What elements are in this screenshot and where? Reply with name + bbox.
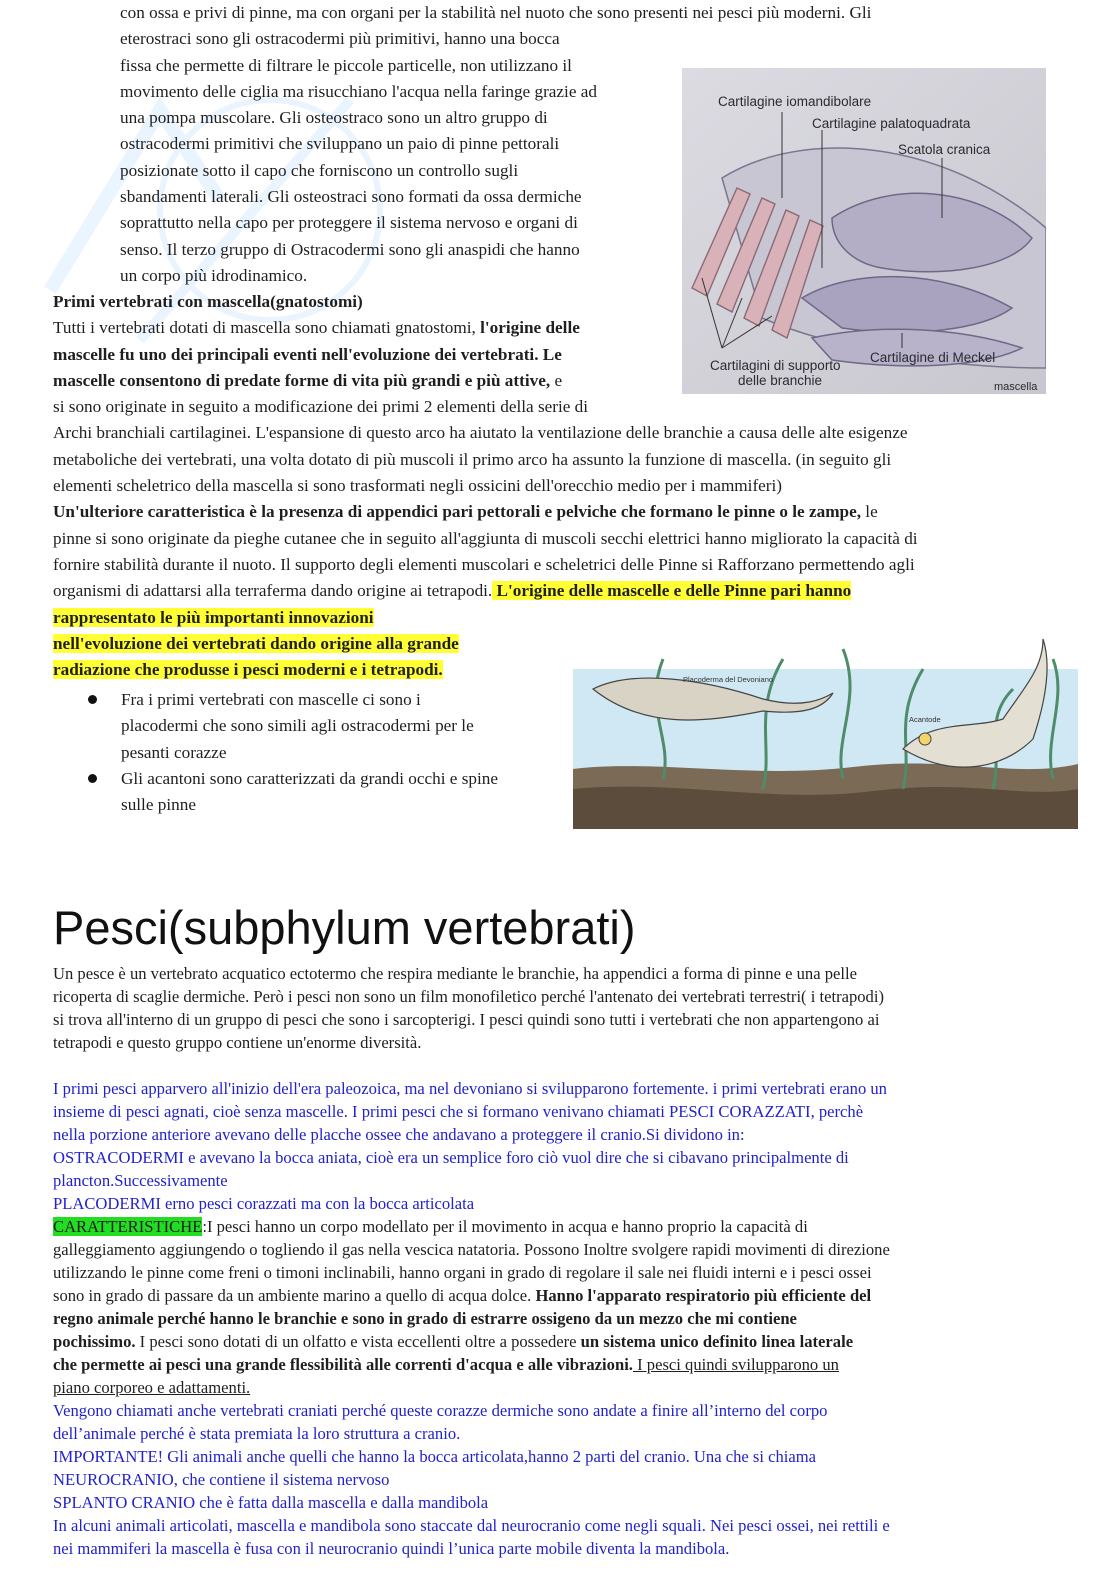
bullet-icon [88,695,97,704]
text-line: sulle pinne [121,795,196,815]
cartilage-skull-figure [682,68,1046,394]
text-line: si sono originate in seguito a modificazione dei primi 2 elementi della serie di [53,397,589,417]
text-line: un corpo più idrodinamico. [120,265,308,285]
text-line: senso. Il terzo gruppo di Ostracodermi sono gli anaspidi che hanno [120,239,580,259]
label-mascella: mascella [994,381,1038,393]
text-line: una pompa muscolare. Gli osteostraco sono un altro gruppo di [120,108,548,128]
text-line: soprattutto nella capo per proteggere il sistema nervoso e organi di [120,213,578,233]
highlight-line: nell'evoluzione dei vertebrati dando origine alla grande [53,633,459,653]
text-line: fissa che permette di filtrare le piccole particelle, non utilizzano il [120,55,572,75]
text-line: plancton.Successivamente [53,1171,228,1190]
text-line: IMPORTANTE! Gli animali anche quelli che hanno la bocca articolata,hanno 2 parti del cranio. Una che si chiama [53,1447,817,1466]
text-line: ostracodermi primitivi che sviluppano un paio di pinne pettorali [120,134,560,154]
text-line [53,1215,1063,1238]
text-line: insieme di pesci agnati, cioè senza mascelle. I primi pesci che si formano venivano chiamati PESCI CORAZZATI, perchè [53,1102,864,1121]
fishes-illustration [573,629,1078,829]
bullet-icon [88,774,97,783]
list-item [53,766,573,819]
text-line: Vengono chiamati anche vertebrati craniati perché queste corazze dermiche sono andate a finire all’interno del corpo [53,1401,828,1420]
section-title-pesci: Pesci(subphylum vertebrati) [53,901,636,954]
label-palatoquadrata: Cartilagine palatoquadrata [812,116,971,131]
bold-span: un sistema unico definito linea laterale [580,1332,854,1351]
text-line: fornire stabilità durante il nuoto. Il supporto degli elementi muscolari e scheletrici delle Pinne si Rafforzano permettendo agli [53,554,915,574]
text-line [53,578,1053,604]
text-line: movimento delle ciglia ma risucchiano l'acqua nella faringe grazie ad [120,81,597,101]
bold-span: l'origine delle [480,318,580,338]
text-line: pesanti corazze [121,742,227,762]
text-line [53,1330,1063,1353]
text-line: In alcuni animali articolati, mascella e mandibola sono staccate dal neurocranio come negli squali. Nei pesci ossei, nei rettili e [53,1516,890,1535]
label-scatola-cranica: Scatola cranica [898,142,991,157]
list-item [53,687,573,766]
highlight-line: rappresentato le più importanti innovazioni [53,607,374,627]
label-meckel: Cartilagine di Meckel [870,350,996,365]
text-line: sbandamenti laterali. Gli osteostraci sono formati da ossa dermiche [120,187,582,207]
text-line: Gli acantoni sono caratterizzati da grandi occhi e spine [121,768,499,788]
text-line: I primi pesci apparvero all'inizio dell'era paleozoica, ma nel devoniano si svilupparono fortemente. i primi vertebrati erano un [53,1079,887,1098]
text-line: nella porzione anteriore avevano delle placche ossee che andavano a proteggere il cranio.Si dividono in: [53,1125,745,1144]
text-span: I pesci sono dotati di un olfatto e vista eccellenti oltre a possedere [135,1332,581,1351]
highlight-line: radiazione che produsse i pesci moderni e i tetrapodi. [53,660,443,680]
text-line: nei mammiferi la mascella è fusa con il neurocranio quindi l’unica parte mobile diventa la mandibola. [53,1539,730,1558]
bold-span: pochissimo. [53,1332,136,1351]
text-line: ricoperta di scaglie dermiche. Però i pesci non sono un film monofiletico perché l'antenato dei vertebrati terrestri( i tetrapodi) [53,987,884,1006]
bullet-list [53,687,573,818]
underline-span: I pesci quindi svilupparono un [632,1355,839,1374]
label-placoderma: Placoderma del Devoniano [683,675,774,684]
label-supporto-branchie-2: delle branchie [738,373,823,388]
section-heading-gnatostomi: Primi vertebrati con mascella(gnatostomi) [53,292,363,311]
text-line: utilizzando le pinne come freni o timoni inclinabili, hanno organi in grado di regolare il sale nei fluidi interni e i pesci ossei [53,1263,872,1282]
text-line: eterostraci sono gli ostracodermi più primitivi, hanno una bocca [120,29,560,49]
bold-span: Un'ulteriore caratteristica è la presenza di appendici pari pettorali e pelviche che formano le pinne o le zampe, [53,502,861,522]
text-line: Archi branchiali cartilaginei. L'espansione di questo arco ha aiutato la ventilazione delle branchie a causa delle alte esigenze [53,423,908,443]
text-span: e [550,370,563,390]
text-line [53,1284,1063,1307]
text-line: placodermi che sono simili agli ostracodermi per le [121,716,474,736]
text-line: con ossa e privi di pinne, ma con organi per la stabilità nel nuoto che sono presenti nei pesci più moderni. Gli [120,3,872,22]
text-line: NEUROCRANIO, che contiene il sistema nervoso [53,1470,390,1489]
label-acantode: Acantode [909,715,941,724]
devonian-fishes-figure [573,629,1078,829]
underline-line: piano corporeo e adattamenti. [53,1378,251,1397]
text-line: posizionate sotto il capo che forniscono un controllo sugli [120,160,519,180]
label-iomandibolare: Cartilagine iomandibolare [718,94,872,109]
pesci-notes [53,1077,1063,1560]
text-line: OSTRACODERMI e avevano la bocca aniata, cioè era un semplice foro ciò vuol dire che si cibavano principalmente di [53,1148,849,1167]
text-line: dell’animale perché è stata premiata la loro struttura a cranio. [53,1424,461,1443]
label-supporto-branchie-1: Cartilagini di supporto [710,358,841,373]
text-span: Tutti i vertebrati dotati di mascella sono chiamati gnatostomi, [53,318,481,338]
text-line: Fra i primi vertebrati con mascelle ci sono i [121,690,421,709]
text-line: SPLANTO CRANIO che è fatta dalla mascella e dalla mandibola [53,1493,489,1512]
bold-span: mascelle consentono di predate forme di vita più grandi e più attive, [53,370,551,390]
text-span: :I pesci hanno un corpo modellato per il movimento in acqua e hanno proprio la capacità di [202,1217,808,1236]
bold-span: Hanno l'apparato respiratorio più efficiente del [535,1286,872,1305]
highlight-span: L'origine delle mascelle e delle Pinne pari hanno [492,581,852,601]
text-line [53,1353,1063,1376]
text-line: PLACODERMI erno pesci corazzati ma con la bocca articolata [53,1194,475,1213]
caratteristiche-label: CARATTERISTICHE [53,1217,203,1236]
text-line: elementi scheletrico della mascella si sono trasformati negli ossicini dell'orecchio medio per i mammiferi) [53,476,783,496]
text-line: si trova all'interno di un gruppo di pesci che sono i sarcopterigi. I pesci quindi sono tutti i vertebrati che non appartengono ai [53,1010,880,1029]
text-line: metaboliche dei vertebrati, una volta dotato di più muscoli il primo arco ha assunto la funzione di mascella. (in seguito gli [53,449,892,469]
bold-span: che permette ai pesci una grande flessibilità alle correnti d'acqua e alle vibrazioni. [53,1355,633,1374]
text-span: organismi di adattarsi alla terraferma dando origine ai tetrapodi. [53,581,493,601]
text-line [53,499,1053,525]
text-line: tetrapodi e questo gruppo contiene un'enorme diversità. [53,1033,422,1052]
bold-line: mascelle fu uno dei principali eventi nell'evoluzione dei vertebrati. Le [53,344,562,364]
text-line: Un pesce è un vertebrato acquatico ectotermo che respira mediante le branchie, ha appendici a forma di pinne e una pelle [53,964,857,983]
pesci-intro [53,962,1063,1054]
text-line: pinne si sono originate da pieghe cutanee che in seguito all'aggiunta di muscoli secchi elettrici hanno migliorato la capacità di [53,528,918,548]
bold-line: regno animale perché hanno le branchie e sono in grado di estrarre ossigeno da un mezzo che mi contiene [53,1309,797,1328]
text-line: galleggiamento aggiungendo o togliendo il gas nella vescica natatoria. Possono Inoltre svolgere rapidi movimenti di direzione [53,1240,890,1259]
text-span: le [861,502,878,522]
text-span: sono in grado di passare da un ambiente marino a quello di acqua dolce. [53,1286,536,1305]
